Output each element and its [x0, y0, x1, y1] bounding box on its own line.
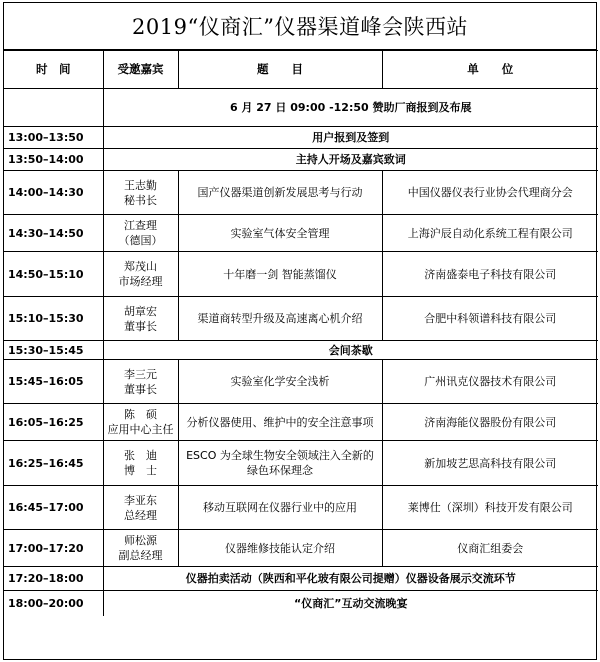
schedule-sheet [3, 2, 597, 660]
session-time: 13:00–13:50 [4, 127, 103, 149]
session-activity: 会间茶歇 [103, 341, 598, 360]
session-topic: ESCO 为全球生物安全领域注入全新的绿色环保理念 [178, 441, 382, 486]
notice-text: 6 月 27 日 09:00 -12:50 赞助厂商报到及布展 [103, 89, 598, 127]
session-time: 14:30–14:50 [4, 215, 103, 252]
session-unit: 莱博仕（深圳）科技开发有限公司 [382, 486, 598, 530]
session-unit: 广州讯克仪器技术有限公司 [382, 360, 598, 404]
session-row [4, 441, 598, 486]
session-guest: 李亚东 总经理 [103, 486, 178, 530]
session-row-span [4, 567, 598, 591]
session-guest: 郑茂山 市场经理 [103, 252, 178, 297]
session-time: 14:50–15:10 [4, 252, 103, 297]
session-guest: 江查理 （德国） [103, 215, 178, 252]
header-guest: 受邀嘉宾 [103, 51, 178, 89]
session-row [4, 530, 598, 567]
session-time: 15:30–15:45 [4, 341, 103, 360]
session-time: 13:50–14:00 [4, 149, 103, 171]
schedule-table [4, 50, 598, 616]
session-row-span [4, 341, 598, 360]
session-unit: 仪商汇组委会 [382, 530, 598, 567]
session-topic: 仪器维修技能认定介绍 [178, 530, 382, 567]
session-time: 16:45–17:00 [4, 486, 103, 530]
session-row [4, 252, 598, 297]
session-unit: 上海沪辰自动化系统工程有限公司 [382, 215, 598, 252]
header-row [4, 51, 598, 89]
session-time: 16:25–16:45 [4, 441, 103, 486]
session-unit: 济南盛泰电子科技有限公司 [382, 252, 598, 297]
session-guest: 陈 硕 应用中心主任 [103, 404, 178, 441]
session-guest: 胡章宏 董事长 [103, 297, 178, 341]
session-row-span [4, 149, 598, 171]
session-row-span [4, 591, 598, 616]
session-row-span [4, 127, 598, 149]
session-row [4, 360, 598, 404]
session-activity: 仪器拍卖活动（陕西和平化玻有限公司提赠）仪器设备展示交流环节 [103, 567, 598, 591]
session-topic: 实验室气体安全管理 [178, 215, 382, 252]
session-time: 18:00–20:00 [4, 591, 103, 616]
session-topic: 渠道商转型升级及高速离心机介绍 [178, 297, 382, 341]
session-unit: 新加坡艺思高科技有限公司 [382, 441, 598, 486]
session-row [4, 486, 598, 530]
session-time: 15:45–16:05 [4, 360, 103, 404]
header-unit: 单 位 [382, 51, 598, 89]
session-time: 17:00–17:20 [4, 530, 103, 567]
session-row [4, 297, 598, 341]
header-topic: 题 目 [178, 51, 382, 89]
page-title: 2019“仪商汇”仪器渠道峰会陕西站 [4, 3, 596, 50]
session-topic: 十年磨一剑 智能蒸馏仪 [178, 252, 382, 297]
session-row [4, 404, 598, 441]
session-topic: 实验室化学安全浅析 [178, 360, 382, 404]
session-activity: 主持人开场及嘉宾致词 [103, 149, 598, 171]
session-unit: 济南海能仪器股份有限公司 [382, 404, 598, 441]
session-guest: 张 迪 博 士 [103, 441, 178, 486]
header-time: 时 间 [4, 51, 103, 89]
session-time: 16:05–16:25 [4, 404, 103, 441]
notice-row [4, 89, 598, 127]
session-topic: 分析仪器使用、维护中的安全注意事项 [178, 404, 382, 441]
session-guest: 王志勤 秘书长 [103, 171, 178, 215]
session-row [4, 215, 598, 252]
session-time: 15:10–15:30 [4, 297, 103, 341]
session-unit: 中国仪器仪表行业协会代理商分会 [382, 171, 598, 215]
session-activity: “仪商汇”互动交流晚宴 [103, 591, 598, 616]
session-guest: 李三元 董事长 [103, 360, 178, 404]
session-topic: 移动互联网在仪器行业中的应用 [178, 486, 382, 530]
session-row [4, 171, 598, 215]
session-guest: 师松源 副总经理 [103, 530, 178, 567]
session-activity: 用户报到及签到 [103, 127, 598, 149]
session-time: 17:20–18:00 [4, 567, 103, 591]
session-topic: 国产仪器渠道创新发展思考与行动 [178, 171, 382, 215]
session-unit: 合肥中科领谱科技有限公司 [382, 297, 598, 341]
session-time: 14:00–14:30 [4, 171, 103, 215]
